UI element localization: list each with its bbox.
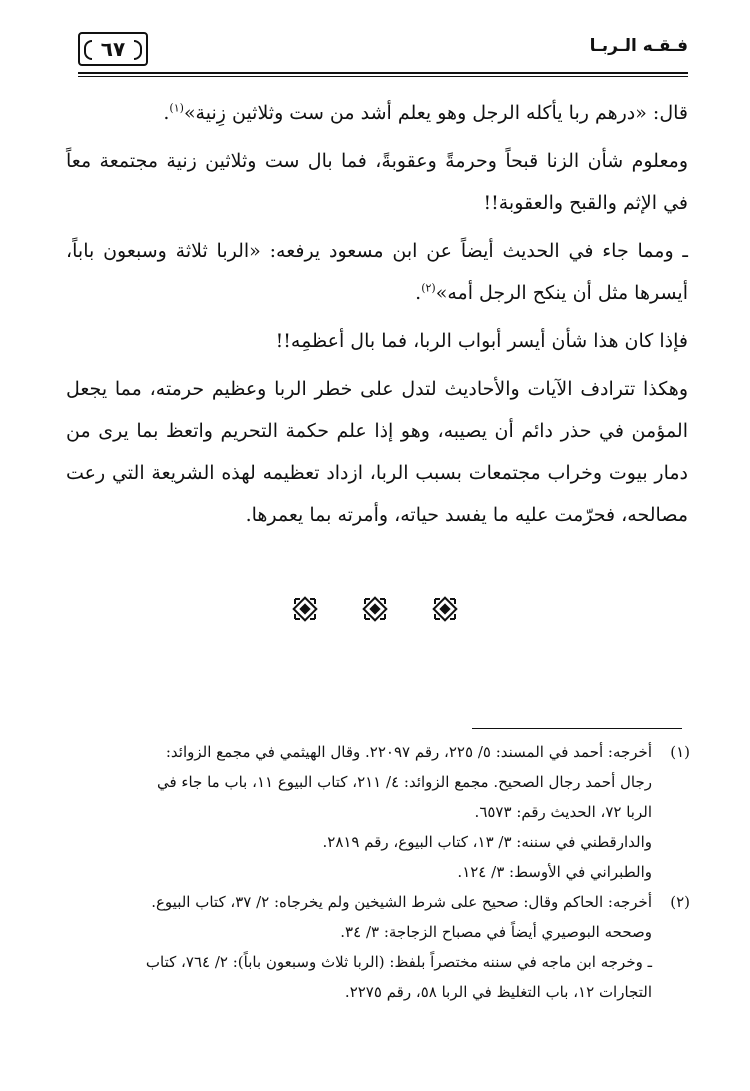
diamond-ornament-icon xyxy=(362,596,388,622)
footnote-1-line-3: الربا ٧٢، الحديث رقم: ٦٥٧٣. xyxy=(474,803,652,821)
page-header xyxy=(78,32,688,70)
footnote-1-number: (١) xyxy=(670,743,690,761)
footnote-1-line-5: والطبراني في الأوسط: ٣/ ١٢٤. xyxy=(457,863,652,881)
paragraph-1: قال: «درهم ربا يأكله الرجل وهو يعلم أشد من ست وثلاثين زِنية»$^{(١)}$. xyxy=(163,101,688,124)
footnote-ref-1: (١) xyxy=(169,101,184,115)
footnote-1-line-2: رجال أحمد رجال الصحيح. مجمع الزوائد: ٤/ ٢١١، كتاب البيوع ١١، باب ما جاء في xyxy=(156,773,652,791)
footnote-2 xyxy=(62,887,690,917)
page-number-badge xyxy=(78,32,148,66)
diamond-ornament-icon xyxy=(292,596,318,622)
header-rule xyxy=(78,72,688,74)
paragraph-4: فإذا كان هذا شأن أيسر أبواب الربا، فما بال أعظمِه!! xyxy=(275,330,688,352)
header-rule-thin xyxy=(78,76,688,77)
footnote-ref-2: (٢) xyxy=(421,281,436,295)
diamond-ornament-icon xyxy=(432,596,458,622)
footnote-2-number: (٢) xyxy=(670,893,690,911)
paragraph-2: ومعلوم شأن الزنا قبحاً وحرمةً وعقوبةً، فما بال ست وثلاثين زنية مجتمعة معاً في الإثم والقبح والعقوبة!! xyxy=(66,150,688,214)
paragraph-3: ـ ومما جاء في الحديث أيضاً عن ابن مسعود يرفعه: «الربا ثلاثة وسبعون باباً، أيسرها مثل أن ينكح الرجل أمه»$^{(٢)}$. xyxy=(66,240,688,304)
footnote-2-line-4: التجارات ١٢، باب التغليظ في الربا ٥٨، رقم ٢٢٧٥. xyxy=(344,983,652,1001)
main-text xyxy=(66,92,688,542)
paragraph-5: وهكذا تترادف الآيات والأحاديث لتدل على خطر الربا وعظيم حرمته، مما يجعل المؤمن في حذر دائم أن يصيبه، وهو إذا علم حكمة التحريم واتعظ بما يرى من دمار بيوت وخراب مجتمعات بسبب الربا، ازداد تعظيمه لهذه الشريعة التي رعت مصالحه، فحرّمت عليه ما يفسد حياته، وأمرته بما يعمرها. xyxy=(66,378,688,526)
footnote-2-line-3: ـ وخرجه ابن ماجه في سننه مختصراً بلفظ: (الربا ثلاث وسبعون باباً): ٢/ ٧٦٤، كتاب xyxy=(145,953,652,971)
footnote-2-line-2: وصححه البوصيري أيضاً في مصباح الزجاجة: ٣/ ٣٤. xyxy=(340,923,652,941)
footnote-1 xyxy=(62,737,690,767)
page-number: ٦٧ xyxy=(100,37,126,61)
footnotes xyxy=(62,737,690,1007)
footnote-1-line-4: والدارقطني في سننه: ٣/ ١٣، كتاب البيوع، رقم ٢٨١٩. xyxy=(322,833,652,851)
footnote-1-line-1: أخرجه: أحمد في المسند: ٥/ ٢٢٥، رقم ٢٢٠٩٧. وقال الهيثمي في مجمع الزوائد: xyxy=(165,743,652,761)
footnote-separator xyxy=(472,728,682,729)
running-title: فـقـه الـربـا xyxy=(589,36,688,56)
section-divider xyxy=(0,596,750,622)
footnote-2-line-1: أخرجه: الحاكم وقال: صحيح على شرط الشيخين ولم يخرجاه: ٢/ ٣٧، كتاب البيوع. xyxy=(151,893,652,911)
